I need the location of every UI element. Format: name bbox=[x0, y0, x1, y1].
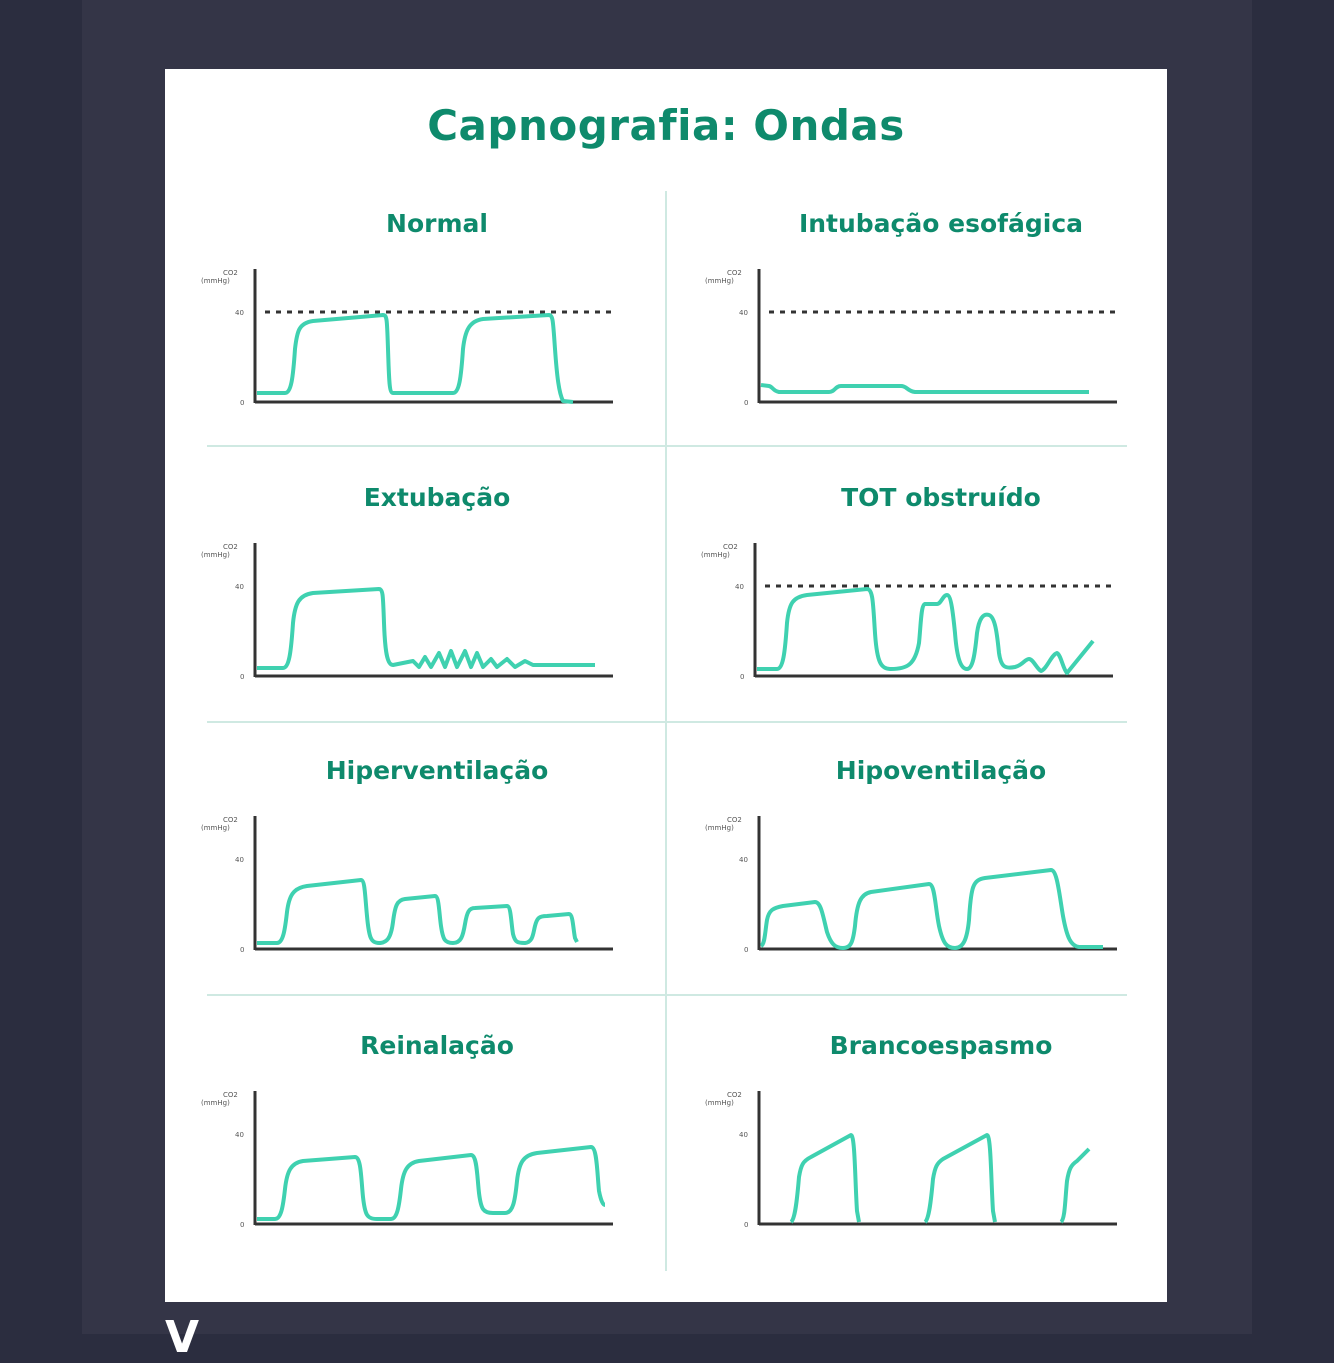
panel-title: Hiperventilação bbox=[325, 756, 549, 785]
panel-title: TOT obstruído bbox=[841, 483, 1041, 512]
svg-text:0: 0 bbox=[240, 946, 245, 954]
svg-text:40: 40 bbox=[235, 583, 244, 591]
svg-text:(mmHg): (mmHg) bbox=[201, 824, 230, 832]
svg-text:(mmHg): (mmHg) bbox=[705, 277, 734, 285]
svg-text:40: 40 bbox=[739, 856, 748, 864]
svg-text:(mmHg): (mmHg) bbox=[705, 824, 734, 832]
panel-intubacao-esofagica bbox=[705, 209, 1171, 479]
svg-text:CO2: CO2 bbox=[727, 269, 742, 277]
panel-title: Hipoventilação bbox=[835, 756, 1047, 785]
waveform-chart bbox=[201, 209, 667, 479]
svg-text:0: 0 bbox=[744, 1221, 749, 1229]
svg-text:CO2: CO2 bbox=[223, 816, 238, 824]
svg-text:0: 0 bbox=[240, 1221, 245, 1229]
svg-text:40: 40 bbox=[235, 856, 244, 864]
svg-text:CO2: CO2 bbox=[727, 1091, 742, 1099]
waveform-chart bbox=[201, 756, 667, 1026]
svg-text:0: 0 bbox=[740, 673, 745, 681]
waveform-chart bbox=[705, 209, 1171, 479]
y-tick-0: 0 bbox=[240, 399, 245, 407]
panel-title: Reinalação bbox=[360, 1031, 514, 1060]
panel-hipoventilacao bbox=[705, 756, 1171, 1026]
waveform-chart bbox=[201, 1031, 667, 1301]
svg-text:40: 40 bbox=[739, 1131, 748, 1139]
svg-text:(mmHg): (mmHg) bbox=[201, 551, 230, 559]
svg-text:(mmHg): (mmHg) bbox=[701, 551, 730, 559]
capnography-infographic bbox=[165, 69, 1167, 1302]
svg-text:CO2: CO2 bbox=[727, 816, 742, 824]
svg-text:0: 0 bbox=[744, 946, 749, 954]
svg-text:CO2: CO2 bbox=[223, 1091, 238, 1099]
panel-tot-obstruido bbox=[701, 483, 1171, 753]
waveform-chart bbox=[201, 483, 667, 753]
y-unit: CO2 bbox=[223, 269, 238, 277]
svg-text:40: 40 bbox=[739, 309, 748, 317]
svg-text:(mmHg): (mmHg) bbox=[201, 1099, 230, 1107]
svg-text:0: 0 bbox=[744, 399, 749, 407]
panel-reinalacao bbox=[201, 1031, 667, 1301]
svg-text:40: 40 bbox=[735, 583, 744, 591]
svg-text:0: 0 bbox=[240, 673, 245, 681]
panel-extubacao bbox=[201, 483, 667, 753]
panel-title: Intubação esofágica bbox=[798, 209, 1084, 238]
waveform-chart bbox=[701, 483, 1171, 753]
panel-brancoespasmo bbox=[705, 1031, 1171, 1301]
panel-title: Brancoespasmo bbox=[829, 1031, 1053, 1060]
y-tick-40: 40 bbox=[235, 309, 244, 317]
panel-title: Normal bbox=[386, 209, 488, 238]
svg-text:CO2: CO2 bbox=[723, 543, 738, 551]
y-unit2: (mmHg) bbox=[201, 277, 230, 285]
svg-text:40: 40 bbox=[235, 1131, 244, 1139]
panel-normal bbox=[201, 209, 667, 479]
waveform-chart bbox=[705, 756, 1171, 1026]
infographic-title: Capnografia: Ondas bbox=[427, 101, 905, 150]
panel-hiperventilacao bbox=[201, 756, 667, 1026]
caption-text: V bbox=[165, 1312, 200, 1363]
waveform-chart bbox=[705, 1031, 1171, 1301]
svg-text:CO2: CO2 bbox=[223, 543, 238, 551]
svg-text:(mmHg): (mmHg) bbox=[705, 1099, 734, 1107]
panel-title: Extubação bbox=[363, 483, 511, 512]
